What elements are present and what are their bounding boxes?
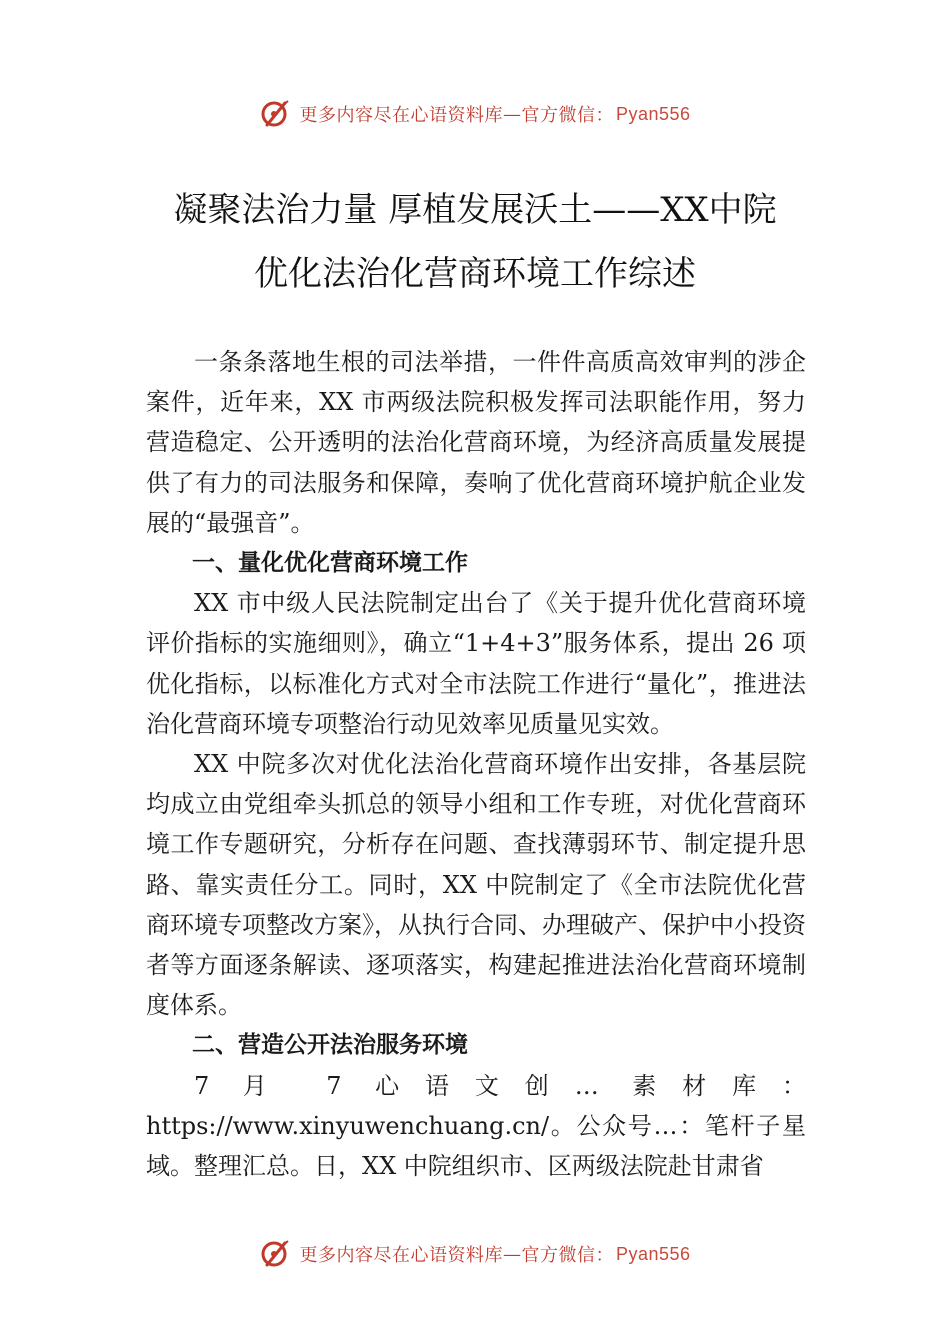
pen-logo-icon — [259, 1237, 293, 1271]
watermark-wechat-label: 官方微信： — [521, 1245, 614, 1266]
section1-paragraph-2: XX 中院多次对优化法治化营商环境作出安排，各基层院均成立由党组牵头抓总的领导小组和工作专班，对优化营商环境工作专题研究，分析存在问题、查找薄弱环节、制定提升思路、靠实责任分工。同时，XX 中院制定了《全市法院优化营商环境专项整改方案》，从执行合同、办理破产、保护中小投资者等方面逐条解读、逐项落实，构建起推进法治化营商环境制度体系。 — [146, 750, 806, 1020]
pen-logo-icon — [259, 97, 293, 131]
section1-paragraph-1: XX 市中级人民法院制定出台了《关于提升优化营商环境评价指标的实施细则》，确立“1+4+3”服务体系，提出 26 项优化指标，以标准化方式对全市法院工作进行“量化”，推进法治化营商环境专项整治行动见效率见质量见实效。 — [146, 589, 806, 738]
watermark-text: 更多内容尽在心语资料库 — [299, 1245, 503, 1266]
section2-heading: 二、营造公开法治服务环境 — [192, 1032, 468, 1059]
intro-paragraph: 一条条落地生根的司法举措，一件件高质高效审判的涉企案件，近年来，XX 市两级法院积极发挥司法职能作用，努力营造稳定、公开透明的法治化营商环境，为经济高质量发展提供了有力的司法服务和保障，奏响了优化营商环境护航企业发展的“最强音”。 — [146, 348, 806, 537]
watermark-separator: — — [502, 1243, 522, 1265]
watermark-wechat-id: Pyan556 — [615, 1243, 691, 1264]
watermark-wechat-id: Pyan556 — [615, 103, 691, 124]
section1-heading: 一、量化优化营商环境工作 — [192, 550, 468, 577]
watermark-separator: — — [502, 103, 522, 125]
document-title-line2: 优化法治化营商环境工作综述 — [254, 254, 696, 294]
watermark-text: 更多内容尽在心语资料库 — [299, 105, 503, 126]
watermark-wechat-label: 官方微信： — [521, 105, 614, 126]
section2-paragraph-1: 7 月 7 心语文创… 素材库：https://www.xinyuwenchuang.cn/。公众号…：笔杆子星域。整理汇总。日，XX 中院组织市、区两级法院赴甘肃省 — [146, 1071, 806, 1181]
document-body — [146, 342, 806, 1186]
footer-watermark — [0, 1232, 950, 1276]
document-title-line1: 凝聚法治力量 厚植发展沃土——XX中院 — [173, 190, 777, 230]
header-watermark — [0, 92, 950, 136]
